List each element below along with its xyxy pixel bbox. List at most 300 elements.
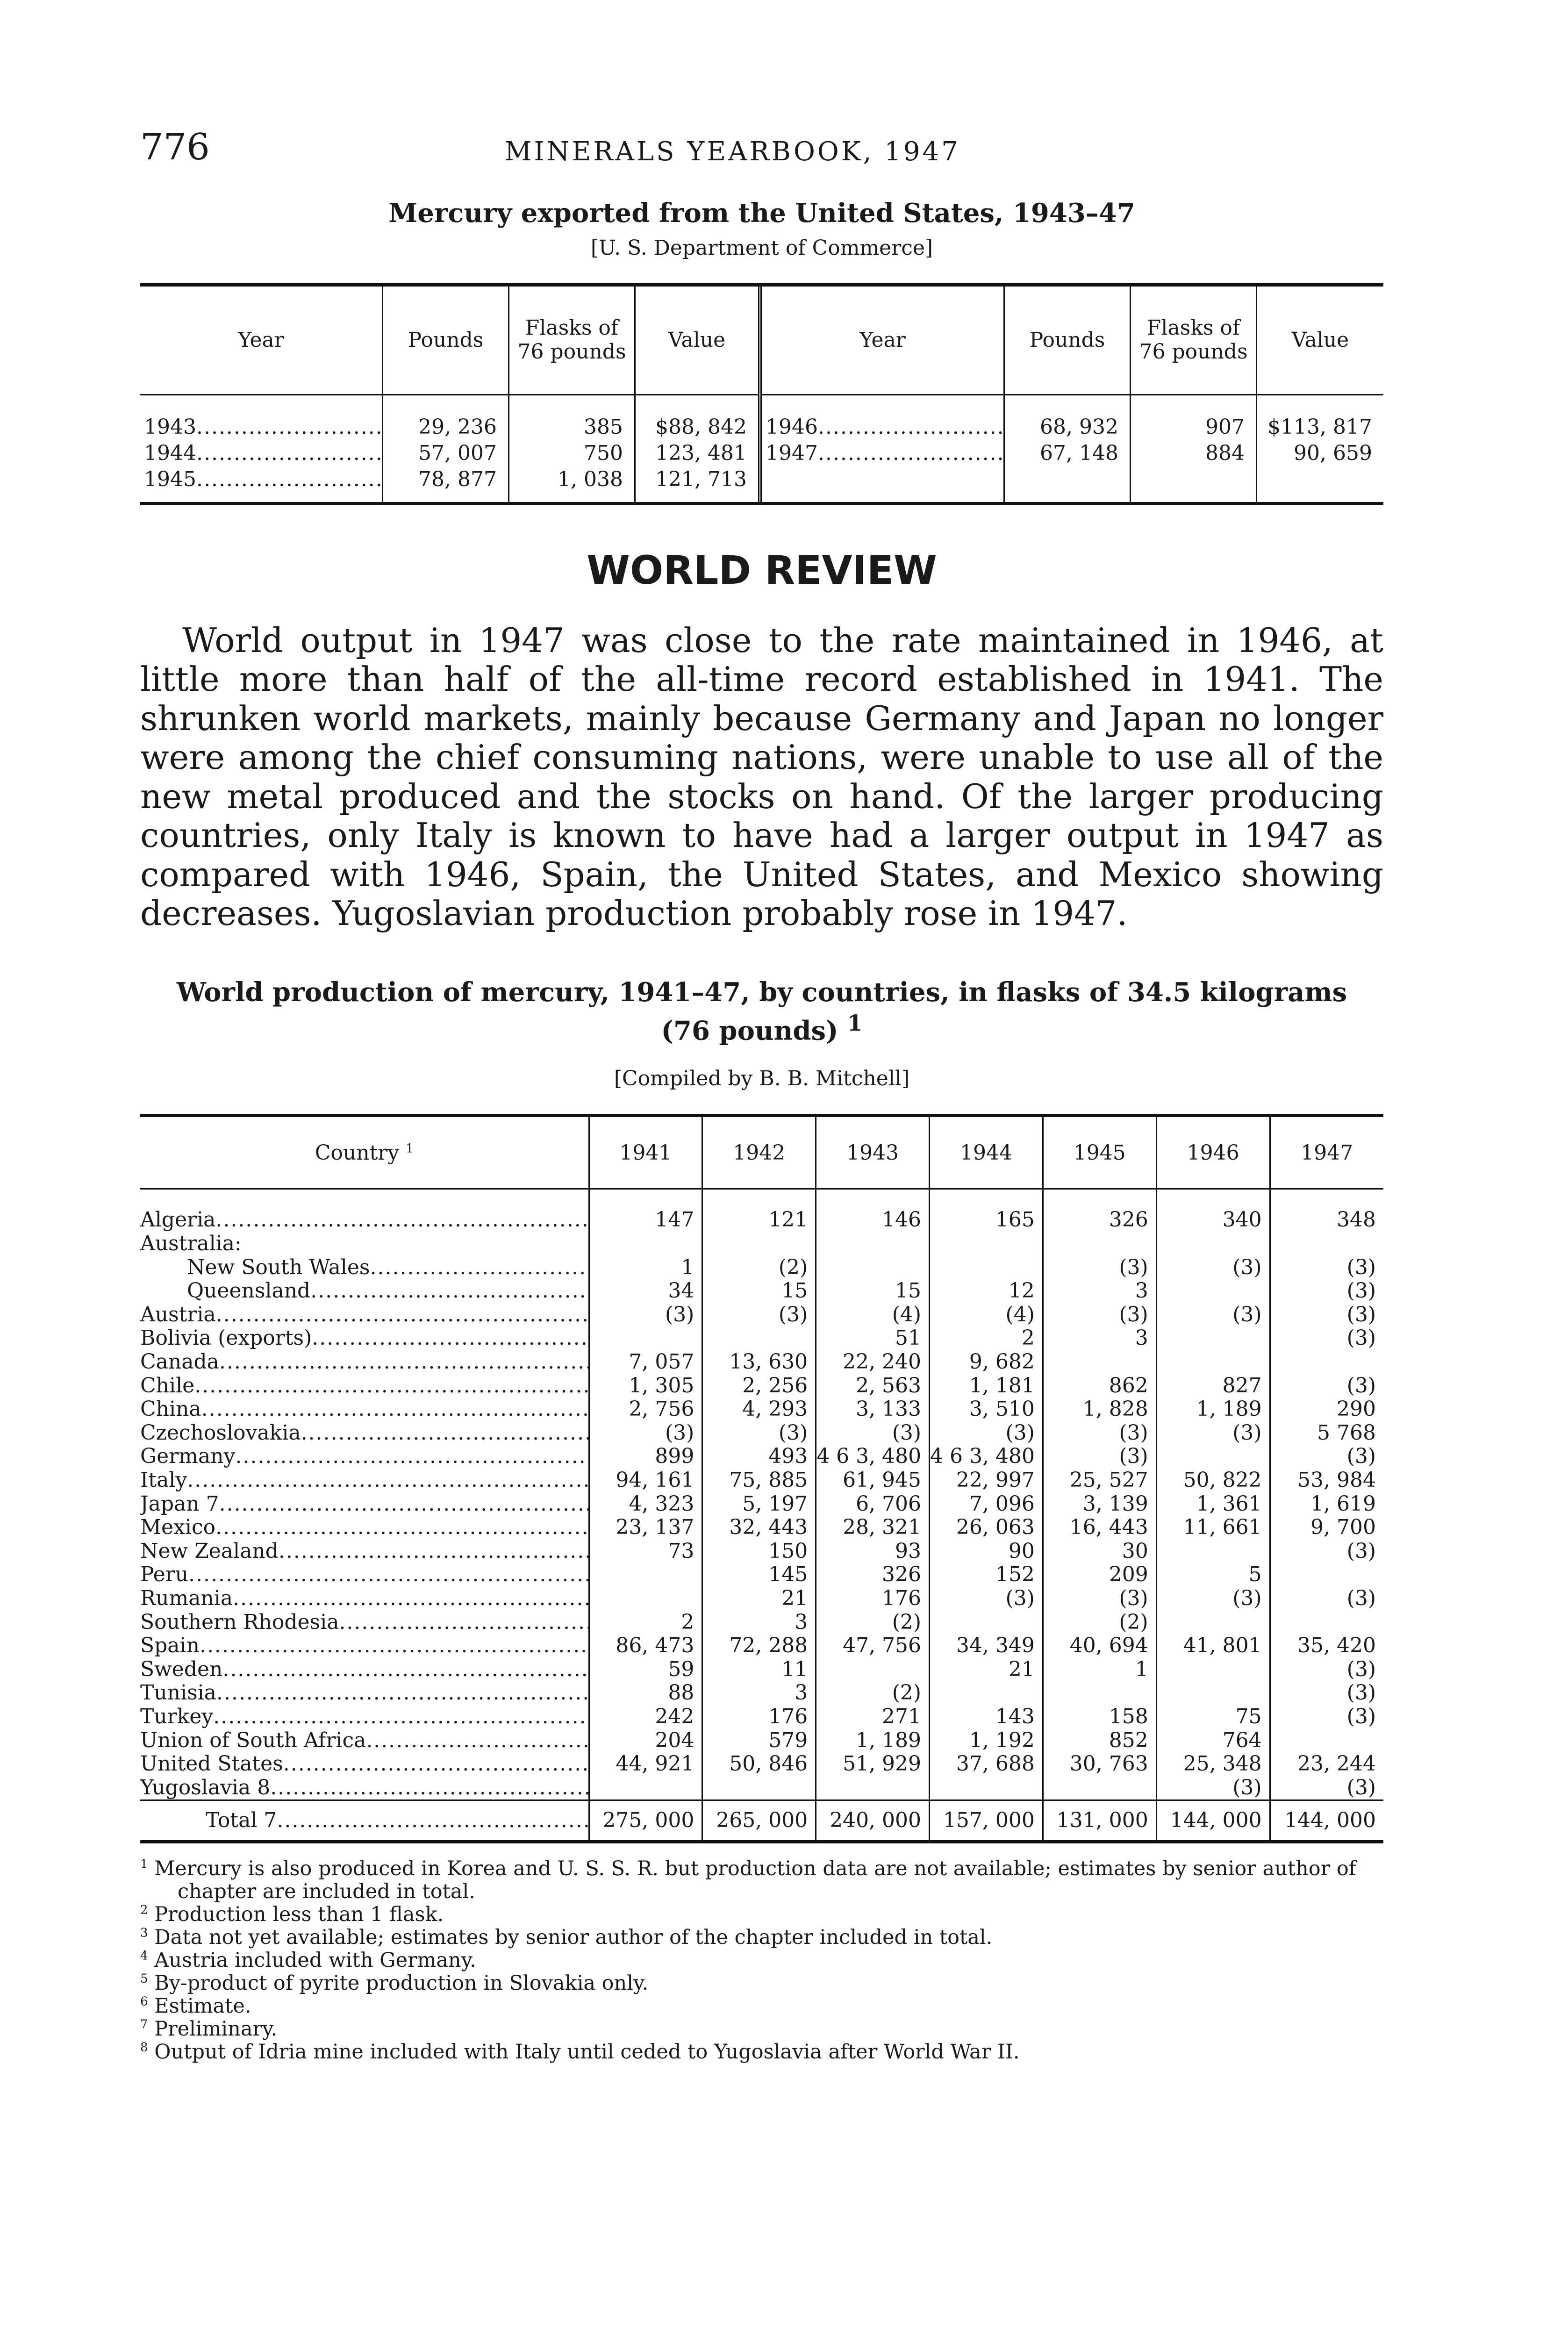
table-cell: 15: [702, 1279, 816, 1303]
table-cell: 1, 305: [589, 1374, 702, 1398]
table-cell: 271: [816, 1705, 930, 1729]
country-name: [140, 1681, 589, 1705]
export-value: 121, 713: [655, 467, 747, 491]
table-cell: 3, 510: [930, 1398, 1043, 1421]
table-cell: 30, 763: [1043, 1752, 1156, 1776]
table-cell: 1: [1043, 1657, 1156, 1681]
table-cell: [1043, 1681, 1156, 1705]
table-cell: 75: [1156, 1705, 1270, 1729]
table-cell: (3): [1270, 1587, 1383, 1611]
table-cell: 2: [930, 1326, 1043, 1350]
export-flasks: 1, 038: [558, 467, 623, 491]
leader-dots: [283, 1752, 589, 1776]
table-cell: (3): [1043, 1255, 1156, 1279]
country-name: [140, 1728, 589, 1752]
table-cell: (2): [1043, 1610, 1156, 1634]
spacer-cell: [589, 1189, 702, 1209]
export-year: 1943 .....: [140, 414, 382, 440]
table-cell: 59: [589, 1657, 702, 1681]
col-header-year: 1942: [702, 1117, 816, 1189]
table-cell: 4, 323: [589, 1492, 702, 1516]
table-top-rule: [140, 283, 1383, 287]
table-cell: 147: [589, 1208, 702, 1232]
footnote: [140, 1903, 1383, 1926]
table-cell: 7, 057: [589, 1350, 702, 1374]
country-label: Bolivia (exports): [140, 1326, 312, 1350]
col-header-value: Value: [1257, 287, 1383, 395]
leader-dots: [194, 1374, 589, 1397]
leader-dots: [215, 1208, 589, 1232]
table-row: [140, 1728, 1383, 1752]
table-cell: (3): [589, 1421, 702, 1445]
country-name: [140, 1705, 589, 1729]
export-year: 1945 .....: [140, 466, 382, 493]
country-name: [140, 1279, 589, 1303]
footnote: [140, 1972, 1383, 1995]
table-cell: (3): [589, 1303, 702, 1327]
table-cell: (3): [1270, 1255, 1383, 1279]
table-cell: 75, 885: [702, 1469, 816, 1492]
table-cell: 32, 443: [702, 1516, 816, 1540]
country-label: Tunisia: [140, 1681, 216, 1705]
export-year: 1947 .....: [762, 440, 1003, 466]
table-cell: 2: [589, 1610, 702, 1634]
table-bottom-rule: [140, 1840, 1383, 1843]
table-cell: [930, 1255, 1043, 1279]
table-cell: (2): [816, 1681, 930, 1705]
country-name: [140, 1421, 589, 1445]
table-cell: [1156, 1350, 1270, 1374]
country-label: Mexico: [140, 1515, 216, 1540]
exports-right-block: [762, 287, 1383, 502]
table-cell: 3: [702, 1681, 816, 1705]
table-cell: 40, 694: [1043, 1634, 1156, 1658]
total-cell: 144, 000: [1156, 1800, 1270, 1841]
table-cell: (3): [1156, 1303, 1270, 1327]
country-label: United States: [140, 1752, 283, 1776]
table-cell: [1270, 1350, 1383, 1374]
country-label: Canada: [140, 1350, 219, 1374]
footnotes: [140, 1857, 1383, 2064]
footnote-text: By-product of pyrite production in Slovakia only.: [154, 1971, 649, 1995]
table-cell: 1: [589, 1255, 702, 1279]
table-cell: 34: [589, 1279, 702, 1303]
table-cell: 22, 997: [930, 1469, 1043, 1492]
table-cell: 158: [1043, 1705, 1156, 1729]
table-cell: 26, 063: [930, 1516, 1043, 1540]
table-cell: 1, 619: [1270, 1492, 1383, 1516]
table-cell: 152: [930, 1563, 1043, 1587]
table-cell: 50, 846: [702, 1752, 816, 1776]
footnote: [140, 2018, 1383, 2041]
footnote-text: Output of Idria mine included with Italy until ceded to Yugoslavia after World War II.: [154, 2040, 1020, 2064]
table-cell: [702, 1232, 816, 1256]
export-value: 123, 481: [655, 441, 747, 465]
footnote-number: 1: [140, 1857, 148, 1871]
table-cell: 326: [1043, 1208, 1156, 1232]
country-name: [140, 1303, 589, 1327]
export-year: 1944 .....: [140, 440, 382, 466]
page-number: 776: [140, 126, 210, 168]
footnote: [140, 1857, 1383, 1903]
table-row: [140, 1421, 1383, 1445]
col-header-year: 1943: [816, 1117, 930, 1189]
total-label-text: Total 7: [206, 1808, 277, 1833]
table-cell: 25, 527: [1043, 1469, 1156, 1492]
country-label: Algeria: [140, 1208, 216, 1232]
leader-dots: [277, 1808, 589, 1832]
table-cell: 35, 420: [1270, 1634, 1383, 1658]
country-name: [140, 1350, 589, 1374]
leader-dots: [818, 415, 1003, 439]
table-cell: 579: [702, 1728, 816, 1752]
table-cell: 3: [702, 1610, 816, 1634]
exports-table-title: Mercury exported from the United States, 1943–47: [388, 198, 1135, 229]
table-row: [140, 1634, 1383, 1658]
table-cell: 493: [702, 1445, 816, 1469]
export-flasks: 750: [584, 441, 623, 465]
table-row: [140, 1681, 1383, 1705]
export-value: 90, 659: [1294, 441, 1372, 465]
table-cell: 121: [702, 1208, 816, 1232]
exports-left-block: [140, 287, 762, 502]
country-label: Germany: [140, 1445, 236, 1469]
table-cell: 4 6 3, 480: [930, 1445, 1043, 1469]
leader-dots: [279, 1539, 589, 1563]
footnote-text: Estimate.: [154, 1994, 251, 2018]
export-pounds: 68, 932: [1040, 415, 1118, 439]
table-row: [140, 1350, 1383, 1374]
leader-dots: [213, 1705, 589, 1728]
export-flasks: 385: [584, 415, 623, 439]
table-cell: (2): [816, 1610, 930, 1634]
table-cell: [1156, 1681, 1270, 1705]
col-header-flasks: Flasks of 76 pounds: [509, 287, 634, 395]
table-cell: 1, 828: [1043, 1398, 1156, 1421]
leader-dots: [196, 415, 382, 439]
country-label: Austria: [140, 1303, 216, 1326]
leader-dots: [233, 1587, 589, 1610]
country-label: Australia:: [140, 1232, 242, 1256]
table-cell: 9, 700: [1270, 1516, 1383, 1540]
table-cell: 21: [930, 1657, 1043, 1681]
footnote-text: Austria included with Germany.: [154, 1949, 476, 1972]
export-pounds: 29, 236: [418, 415, 497, 439]
leader-dots: [216, 1303, 589, 1326]
table-row: [140, 1398, 1383, 1421]
table-cell: 1, 192: [930, 1728, 1043, 1752]
leader-dots: [370, 1255, 589, 1279]
table-cell: [1156, 1445, 1270, 1469]
table-row: [140, 1445, 1383, 1469]
table-cell: (3): [930, 1587, 1043, 1611]
table-cell: [1270, 1563, 1383, 1587]
country-name: [140, 1657, 589, 1681]
country-label: Yugoslavia 8: [140, 1776, 271, 1799]
table-row: [140, 1469, 1383, 1492]
table-cell: 3, 133: [816, 1398, 930, 1421]
table-cell: (3): [1156, 1421, 1270, 1445]
table-cell: (3): [816, 1421, 930, 1445]
table-row: [140, 1752, 1383, 1776]
table-cell: 21: [702, 1587, 816, 1611]
footnote-text: Data not yet available; estimates by senior author of the chapter included in total.: [154, 1926, 993, 1950]
footnote-number: 8: [140, 2040, 148, 2055]
table-cell: 61, 945: [816, 1469, 930, 1492]
table-row: [140, 1516, 1383, 1540]
country-name: [140, 1492, 589, 1516]
spacer-row: [140, 1189, 1383, 1209]
export-flasks: 907: [1205, 415, 1245, 439]
export-pounds: 57, 007: [418, 441, 497, 465]
table-cell: (3): [1043, 1587, 1156, 1611]
table-cell: (3): [930, 1421, 1043, 1445]
leader-dots: [201, 1398, 589, 1421]
table-cell: 827: [1156, 1374, 1270, 1398]
table-row: [140, 1657, 1383, 1681]
table-cell: [816, 1255, 930, 1279]
table-cell: 44, 921: [589, 1752, 702, 1776]
table-cell: 90: [930, 1539, 1043, 1563]
footnote-number: 6: [140, 1994, 148, 2009]
leader-dots: [339, 1610, 589, 1634]
header-row: [140, 1117, 1383, 1189]
table-row: [140, 1326, 1383, 1350]
spacer-cell: [140, 1189, 589, 1209]
col-header-year: Year: [762, 287, 1003, 395]
table-cell: 2, 756: [589, 1398, 702, 1421]
table-cell: 86, 473: [589, 1634, 702, 1658]
table-cell: (3): [1043, 1445, 1156, 1469]
table-cell: 852: [1043, 1728, 1156, 1752]
table-cell: [930, 1681, 1043, 1705]
export-value: $113, 817: [1267, 415, 1372, 439]
col-header-year: 1945: [1043, 1117, 1156, 1189]
export-pounds: 78, 877: [418, 467, 497, 491]
table-cell: 326: [816, 1563, 930, 1587]
country-name: [140, 1255, 589, 1279]
leader-dots: [196, 441, 382, 465]
leader-dots: [310, 1279, 589, 1303]
spacer-cell: [930, 1189, 1043, 1209]
table-cell: 242: [589, 1705, 702, 1729]
leader-dots: [235, 1445, 589, 1468]
table-cell: [1156, 1326, 1270, 1350]
table-cell: (3): [1156, 1255, 1270, 1279]
table-cell: 34, 349: [930, 1634, 1043, 1658]
table-row: [140, 1539, 1383, 1563]
table-cell: 11, 661: [1156, 1516, 1270, 1540]
table-cell: 764: [1156, 1728, 1270, 1752]
world-review-paragraph: World output in 1947 was close to the rate maintained in 1946, at little more than half of the all-time record established in 1941. The shrunken world markets, mainly because Germany and Japan no longer were among the chief consuming nations, were unable to use all of the new metal produced and the stocks on hand. Of the larger producing countries, only Italy is known to have had a larger output in 1947 as compared with 1946, Spain, the United States, and Mexico showing decreases. Yugoslavian production probably rose in 1947.: [140, 620, 1383, 933]
table-top-rule: [140, 1114, 1383, 1117]
table-cell: (3): [702, 1303, 816, 1327]
table-cell: [1156, 1232, 1270, 1256]
spacer-cell: [816, 1189, 930, 1209]
table-cell: 209: [1043, 1563, 1156, 1587]
leader-dots: [196, 467, 382, 491]
table-cell: 9, 682: [930, 1350, 1043, 1374]
table-cell: 5, 197: [702, 1492, 816, 1516]
table-cell: [1270, 1232, 1383, 1256]
table-cell: 1, 361: [1156, 1492, 1270, 1516]
total-row: [140, 1800, 1383, 1841]
table-cell: 3: [1043, 1326, 1156, 1350]
export-year: 1946 .....: [762, 414, 1003, 440]
footnote: [140, 2041, 1383, 2064]
country-name: [140, 1752, 589, 1776]
country-name: [140, 1398, 589, 1421]
page: [140, 126, 1383, 2064]
footnote-number: 2: [140, 1903, 148, 1917]
production-table: [140, 1117, 1383, 1840]
col-header-year: 1944: [930, 1117, 1043, 1189]
table-cell: [1043, 1350, 1156, 1374]
table-cell: 23, 244: [1270, 1752, 1383, 1776]
export-pounds: 67, 148: [1040, 441, 1118, 465]
total-cell: 144, 000: [1270, 1800, 1383, 1841]
country-label: Union of South Africa: [140, 1728, 366, 1752]
table-cell: 72, 288: [702, 1634, 816, 1658]
footnote-text: Preliminary.: [154, 2017, 278, 2041]
country-name: [140, 1469, 589, 1492]
table-cell: 348: [1270, 1208, 1383, 1232]
country-label: Turkey: [140, 1705, 214, 1728]
table-cell: [1043, 1776, 1156, 1800]
table-cell: 37, 688: [930, 1752, 1043, 1776]
table-cell: (2): [702, 1255, 816, 1279]
table-cell: 2, 256: [702, 1374, 816, 1398]
table-cell: (3): [1043, 1303, 1156, 1327]
table-cell: (3): [1270, 1303, 1383, 1327]
col-header-year: 1941: [589, 1117, 702, 1189]
table-cell: (3): [1270, 1374, 1383, 1398]
table-cell: [930, 1232, 1043, 1256]
country-name: [140, 1563, 589, 1587]
footnote-text: Mercury is also produced in Korea and U. S. S. R. but production data are not available; estimates by senior author of chapter are included in total.: [154, 1857, 1356, 1904]
col-header-year: 1946: [1156, 1117, 1270, 1189]
table-row: [140, 1492, 1383, 1516]
table-cell: (3): [1156, 1587, 1270, 1611]
table-cell: 73: [589, 1539, 702, 1563]
leader-dots: [219, 1350, 589, 1374]
table-cell: 94, 161: [589, 1469, 702, 1492]
table-cell: [589, 1587, 702, 1611]
country-name: [140, 1326, 589, 1350]
leader-dots: [219, 1492, 589, 1515]
table-cell: 6, 706: [816, 1492, 930, 1516]
spacer-cell: [1156, 1189, 1270, 1209]
country-name: [140, 1610, 589, 1634]
table-row: [140, 1587, 1383, 1611]
col-header-pounds: Pounds: [1005, 287, 1130, 395]
leader-dots: [222, 1657, 589, 1681]
table-cell: 143: [930, 1705, 1043, 1729]
table-cell: 5: [1156, 1563, 1270, 1587]
table-cell: 145: [702, 1563, 816, 1587]
country-label: Rumania: [140, 1586, 233, 1610]
country-name: [140, 1208, 589, 1232]
table-cell: 1, 181: [930, 1374, 1043, 1398]
total-label: [140, 1800, 589, 1841]
col-header-value: Value: [636, 287, 758, 395]
table-cell: (3): [1270, 1776, 1383, 1800]
table-row: [140, 1563, 1383, 1587]
table-cell: [1270, 1728, 1383, 1752]
table-cell: (3): [1270, 1326, 1383, 1350]
total-cell: 240, 000: [816, 1800, 930, 1841]
table-cell: [1043, 1232, 1156, 1256]
country-name: [140, 1516, 589, 1540]
table-cell: 41, 801: [1156, 1634, 1270, 1658]
table-cell: 150: [702, 1539, 816, 1563]
table-cell: 4, 293: [702, 1398, 816, 1421]
table-cell: (3): [1270, 1539, 1383, 1563]
country-label: Chile: [140, 1374, 195, 1398]
table-cell: 2, 563: [816, 1374, 930, 1398]
table-row: [140, 1208, 1383, 1232]
country-name: [140, 1776, 589, 1800]
country-label: New Zealand: [140, 1539, 279, 1563]
country-name: [140, 1587, 589, 1611]
table-cell: 3: [1043, 1279, 1156, 1303]
production-table-title: World production of mercury, 1941–47, by countries, in flasks of 34.5 kilograms (76 pounds) $^1$: [176, 976, 1347, 1047]
table-cell: 50, 822: [1156, 1469, 1270, 1492]
table-cell: 5 768: [1270, 1421, 1383, 1445]
journal-title: MINERALS YEARBOOK, 1947: [505, 136, 960, 167]
table-cell: 3, 139: [1043, 1492, 1156, 1516]
table-cell: 93: [816, 1539, 930, 1563]
table-row: [140, 1776, 1383, 1800]
table-cell: 1, 189: [816, 1728, 930, 1752]
export-value: $88, 842: [655, 415, 747, 439]
table-cell: 340: [1156, 1208, 1270, 1232]
table-cell: (3): [1270, 1445, 1383, 1469]
table-cell: 204: [589, 1728, 702, 1752]
table-cell: 23, 137: [589, 1516, 702, 1540]
table-cell: 47, 756: [816, 1634, 930, 1658]
footnote: [140, 1995, 1383, 2018]
running-header: [140, 126, 1383, 178]
table-cell: [816, 1776, 930, 1800]
table-cell: 165: [930, 1208, 1043, 1232]
total-cell: 131, 000: [1043, 1800, 1156, 1841]
country-label: Peru: [140, 1563, 189, 1587]
table-cell: 22, 240: [816, 1350, 930, 1374]
country-name: [140, 1445, 589, 1469]
total-cell: 265, 000: [702, 1800, 816, 1841]
table-cell: 176: [702, 1705, 816, 1729]
production-table-source: [Compiled by B. B. Mitchell]: [614, 1067, 910, 1091]
leader-dots: [312, 1326, 589, 1350]
country-label: Japan 7: [140, 1492, 219, 1516]
spacer-cell: [1270, 1189, 1383, 1209]
table-cell: [589, 1563, 702, 1587]
section-heading: WORLD REVIEW: [587, 547, 937, 593]
table-cell: 146: [816, 1208, 930, 1232]
leader-dots: [270, 1776, 589, 1799]
country-label: Southern Rhodesia: [140, 1610, 339, 1634]
country-name: [140, 1232, 589, 1256]
table-cell: [702, 1326, 816, 1350]
export-flasks: 884: [1205, 441, 1245, 465]
total-cell: 275, 000: [589, 1800, 702, 1841]
table-cell: 28, 321: [816, 1516, 930, 1540]
footnote-number: 3: [140, 1926, 148, 1940]
table-cell: 51, 929: [816, 1752, 930, 1776]
table-cell: (3): [1270, 1681, 1383, 1705]
table-cell: 4 6 3, 480: [816, 1445, 930, 1469]
